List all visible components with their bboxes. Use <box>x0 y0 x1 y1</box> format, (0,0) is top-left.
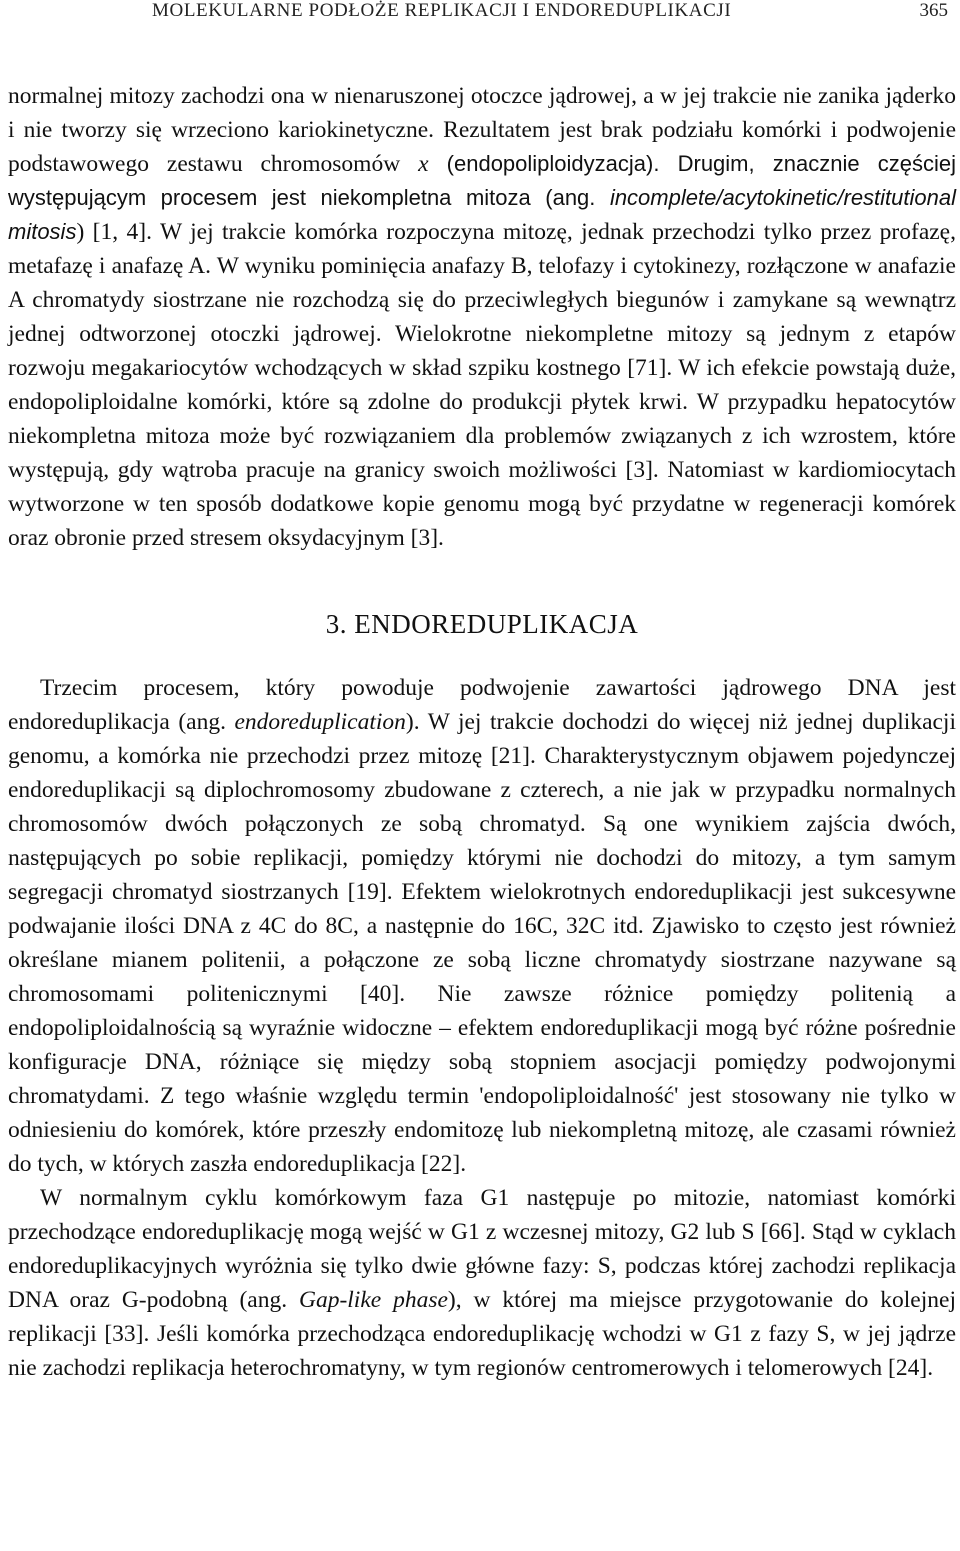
page-header <box>0 0 960 28</box>
paragraph-continued <box>8 79 956 555</box>
italic-term: incomplete/acytokinetic/restitutional mitosis <box>8 185 956 244</box>
page-number: 365 <box>919 0 948 21</box>
text-run: ), w której ma miejsce przygotowanie do kolejnej replikacji [33]. Jeśli komórka przechodząca endoreduplikację wchodzi w G1 z fazy S, w jej jądrze nie zachodzi replikacja heterochromatyny, w tym regionów centromerowych i telomerowych [24]. <box>8 1287 956 1381</box>
paragraph <box>8 671 956 1181</box>
italic-term: Gap-like phase <box>298 1287 448 1313</box>
text-run: ) [1, 4]. W jej trakcie komórka rozpoczyna mitozę, jednak przechodzi tylko przez profazę, metafazę i anafazę A. W wyniku pominięcia anafazy B, telofazy i cytokinezy, rozłączone w anafazie A chromatydy siostrzane nie rozchodzą się do przeciwległych biegunów i zamykane są wewnątrz jednej odtworzonej otoczki jądrowej. Wielokrotne niekompletne mitozy są jednym z etapów rozwoju megakariocytów wchodzących w skład szpiku kostnego [71]. W ich efekcie powstają duże, endopoliploidalne komórki, które są zdolne do produkcji płytek krwi. W przypadku hepatocytów niekompletna mitoza może być rozwiązaniem dla problemów związanych z ich wzrostem, które występują, gdy wątroba pracuje na granicy swoich możliwości [3]. Natomiast w kardiomiocytach wytworzone w ten sposób dodatkowe kopie genomu mogą być przydatne w regeneracji komórek oraz obronie przed stresem oksydacyjnym [3]. <box>8 219 956 551</box>
running-title: MOLEKULARNE PODŁOŻE REPLIKACJI I ENDOREDUPLIKACJI <box>152 0 732 21</box>
italic-term: endoreduplication <box>234 709 406 735</box>
text-run: W normalnym cyklu komórkowym faza G1 następuje po mitozie, natomiast komórki przechodzące endoreduplikację mogą wejść w G1 z wczesnej mitozy, G2 lub S [66]. Stąd w cyklach endoreduplikacyjnych wyróżnia się tylko dwie główne fazy: S, podczas której zachodzi replikacja DNA oraz G-podobną (ang. <box>8 1185 956 1313</box>
section-heading: 3. ENDOREDUPLIKACJA <box>325 609 639 639</box>
italic-variable: x <box>418 151 429 177</box>
text-run: Trzecim procesem, który powoduje podwojenie zawartości jądrowego DNA jest endoreduplikacja (ang. <box>8 675 956 735</box>
text-run: normalnej mitozy zachodzi ona w nienaruszonej otoczce jądrowej, a w jej trakcie nie zanika jąderko i nie tworzy się wrzeciono kariokinetyczne. Rezultatem jest brak podziału komórki i podwojenie podstawowego zestawu chromosomów <box>8 83 956 177</box>
text-run: (endopoliploidyzacja). Drugim, znacznie częściej występującym procesem jest niekompletna mitoza (ang. <box>8 151 956 210</box>
text-run: ). W jej trakcie dochodzi do więcej niż jednej duplikacji genomu, a komórka nie przechodzi przez mitozę [21]. Charakterystycznym objawem pojedynczej endoreduplikacji są diplochromosomy zbudowane z czterech, a nie jak w przypadku normalnych chromosomów dwóch połączonych ze sobą chromatyd. Są one wynikiem zajścia dwóch, następujących po sobie replikacji, pomiędzy którymi nie dochodzi do mitozy, a tym samym segregacji chromatyd siostrzanych [19]. Efektem wielokrotnych endoreduplikacji jest sukcesywne podwajanie ilości DNA z 4C do 8C, a następnie do 16C, 32C itd. Zjawisko to często jest również określane mianem politenii, a połączone ze sobą liczne chromatydy siostrzane nazywane są chromosomami politenicznymi [40]. Nie zawsze różnice pomiędzy politenią a endopoliploidalnością są wyraźnie widoczne – efektem endoreduplikacji mogą być różne pośrednie konfiguracje DNA, różniące się między sobą stopniem asocjacji pomiędzy podwojonymi chromatydami. Z tego właśnie względu termin 'endopoliploidalność' jest stosowany nie tylko w odniesieniu do komórek, które przeszły endomitozę lub niekompletną mitozę, ale czasami również do tych, w których zaszła endoreduplikacja [22]. <box>8 709 956 1177</box>
paragraph <box>8 1181 956 1385</box>
page-body <box>8 79 956 1385</box>
